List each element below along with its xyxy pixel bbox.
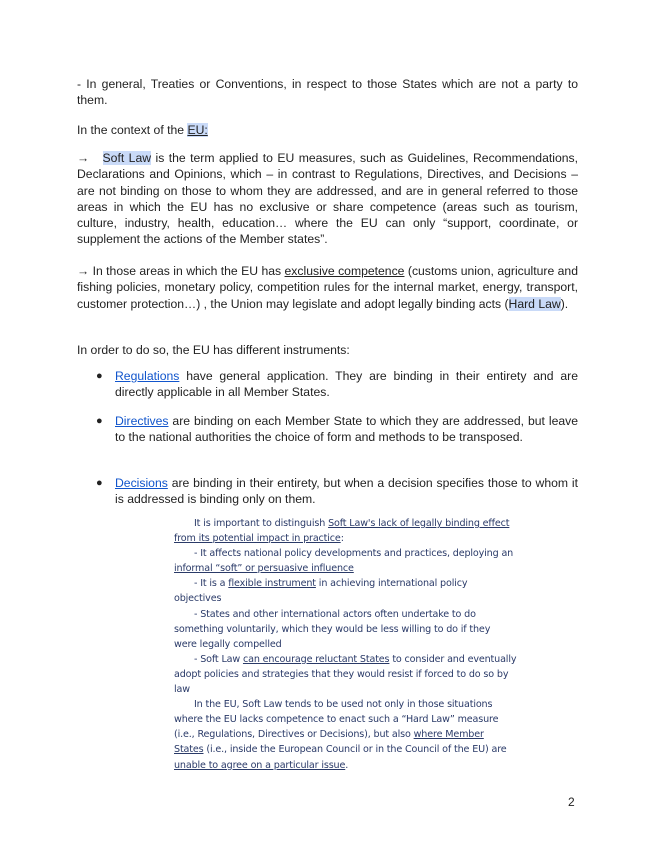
callout-line: (i.e., Regulations, Directives or Decisions), but also where Member: [174, 729, 484, 741]
arrow-glyph: →: [77, 264, 90, 278]
callout-line: where the EU lacks competence to enact such a “Hard Law” measure: [174, 714, 499, 726]
decisions-link[interactable]: Decisions: [115, 476, 168, 490]
instruments-intro: In order to do so, the EU has different instruments:: [77, 343, 350, 357]
exclusive-mid: (customs union, agriculture and fishing policies, monetary policy, competition rules for the internal market, energy, transport, customer protection…) , the Union may legislate and adopt legally binding acts (: [77, 264, 578, 311]
page-number: 2: [568, 795, 575, 809]
callout-line: were legally compelled: [174, 638, 282, 650]
bullet-icon: ●: [96, 477, 103, 489]
eu-context-heading: [77, 122, 578, 138]
decisions-text: are binding in their entirety, but when a decision specifies those to whom it is addressed is binding only on them.: [115, 476, 578, 507]
exclusive-competence-term: exclusive competence: [284, 264, 405, 278]
callout-line: - It is a flexible instrument in achieving international policy: [194, 578, 468, 590]
bullet-decisions: [96, 475, 578, 508]
exclusive-competence-paragraph: [77, 263, 578, 312]
soft-law-text: is the term applied to EU measures, such as Guidelines, Recommendations, Declarations and Opinions, which – in contrast to Regulations, Directives, and Decisions – are not binding on those to whom they are addressed, and are in general referred to those areas in which the EU has no exclusive or share competence (areas such as tourism, culture, industry, health, education… where the EU can only “support, coordinate, or supplement the actions of the Member states”.: [77, 151, 578, 247]
callout-line: informal “soft” or persuasive influence: [174, 563, 354, 575]
regulations-link[interactable]: Regulations: [115, 369, 180, 383]
bullet-regulations: [96, 368, 578, 401]
callout-line: objectives: [174, 593, 222, 605]
soft-law-paragraph: [77, 150, 578, 248]
callout-line: States (i.e., inside the European Council or in the Council of the EU) are: [174, 744, 507, 756]
eu-context-prefix: In the context of the: [77, 123, 188, 137]
directives-link[interactable]: Directives: [115, 414, 169, 428]
callout-line: - Soft Law can encourage reluctant States to consider and eventually: [194, 653, 517, 665]
callout-line: something voluntarily, which they would be less willing to do if they: [174, 623, 491, 635]
bullet-directives: [96, 413, 578, 446]
eu-context-highlight: EU:: [187, 123, 208, 137]
intro-paragraph: - In general, Treaties or Conventions, in respect to those States which are not a party to them.: [77, 77, 578, 108]
bullet-icon: ●: [96, 415, 103, 427]
directives-text: are binding on each Member State to which they are addressed, but leave to the national authorities the choice of form and methods to be transposed.: [115, 414, 578, 445]
hard-law-term: Hard Law: [508, 296, 561, 311]
regulations-text: have general application. They are binding in their entirety and are directly applicable in all Member States.: [115, 369, 578, 400]
bullet-icon: ●: [96, 370, 103, 382]
soft-law-callout-image: [174, 516, 517, 771]
soft-law-term: Soft Law: [102, 151, 152, 165]
callout-line: In the EU, Soft Law tends to be used not only in those situations: [194, 699, 493, 711]
callout-line: adopt policies and strategies that they would resist if forced to do so by: [174, 668, 509, 680]
callout-line: - It affects national policy developments and practices, deploying an: [194, 548, 514, 560]
callout-line: It is important to distinguish Soft Law's lack of legally binding effect: [194, 518, 510, 529]
exclusive-pre: In those areas in which the EU has: [89, 264, 285, 278]
callout-line: - States and other international actors often undertake to do: [194, 608, 476, 620]
exclusive-post: ).: [560, 296, 569, 311]
callout-line: from its potential impact in practice:: [174, 533, 344, 545]
arrow-glyph: →: [77, 151, 90, 165]
callout-line: unable to agree on a particular issue.: [174, 759, 349, 771]
callout-line: law: [174, 684, 190, 696]
